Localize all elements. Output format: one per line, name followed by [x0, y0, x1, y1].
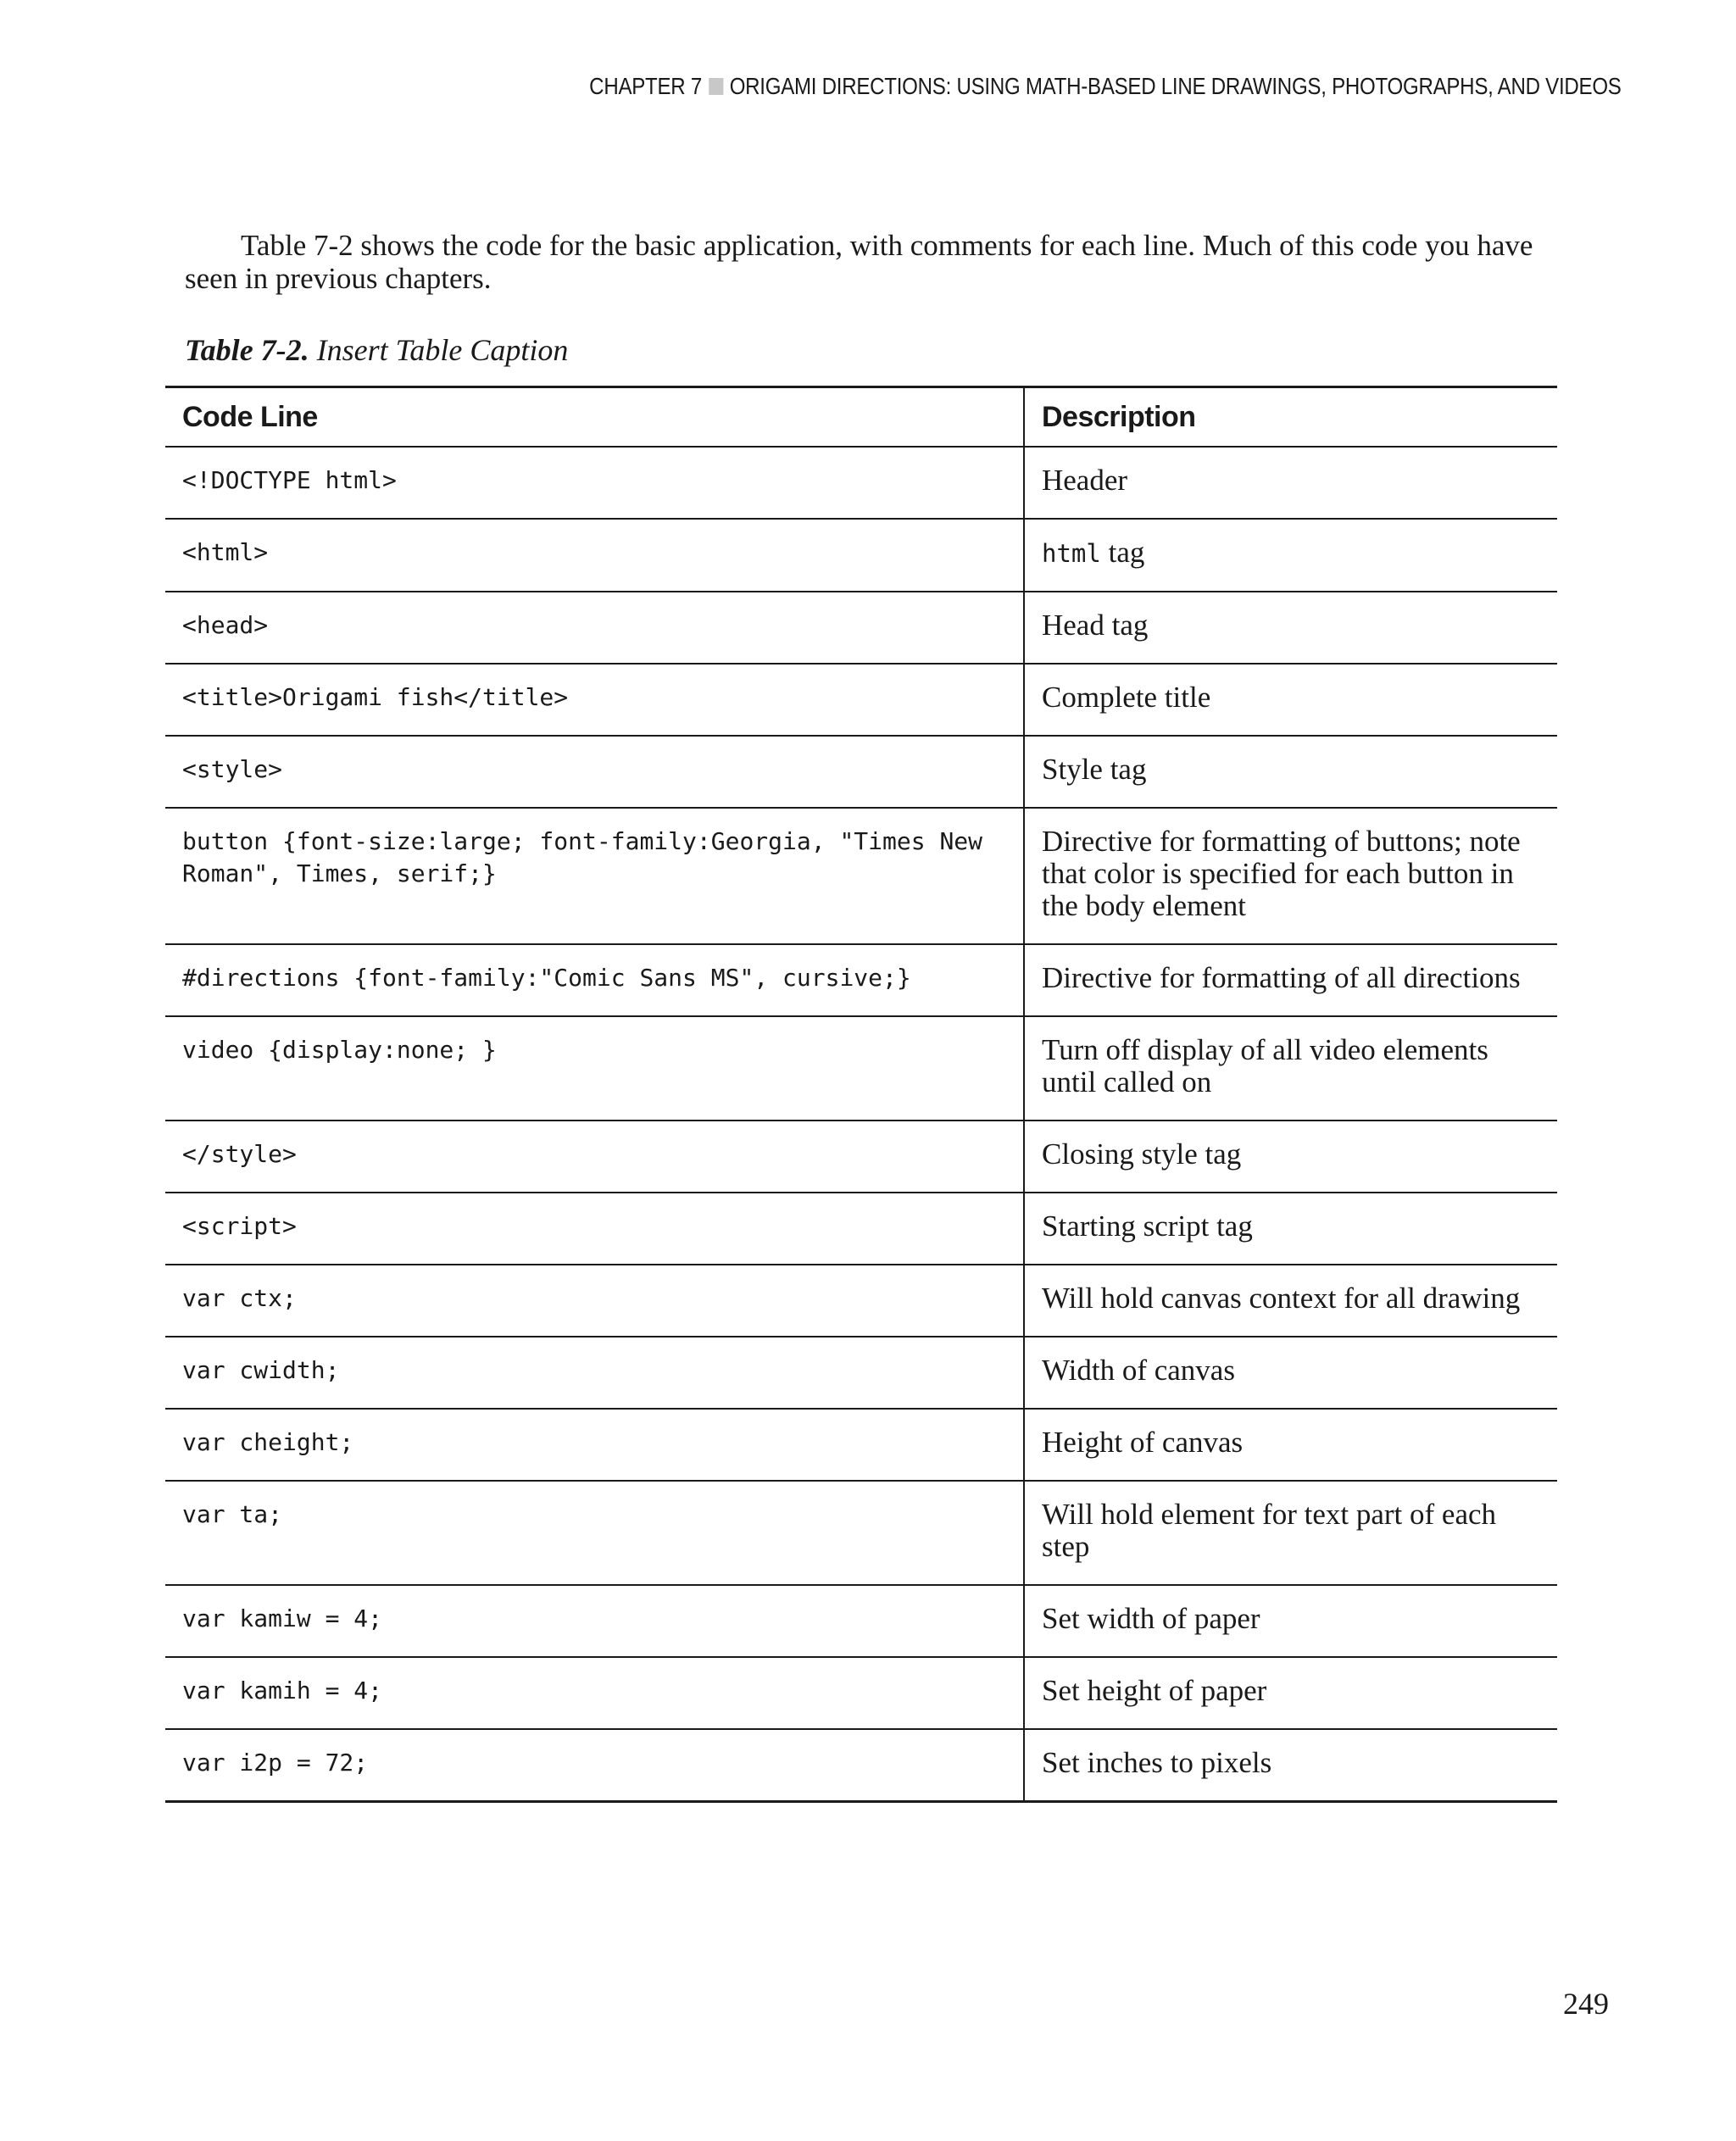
description-cell: Set height of paper — [1024, 1657, 1557, 1729]
table-row — [165, 1265, 1557, 1337]
description-cell: Will hold element for text part of each step — [1024, 1481, 1557, 1585]
description-text: tag — [1100, 536, 1145, 569]
description-cell: Head tag — [1024, 592, 1557, 664]
description-cell: Directive for formatting of buttons; note that color is specified for each button in the body element — [1024, 808, 1557, 944]
table-row — [165, 592, 1557, 664]
description-cell: Will hold canvas context for all drawing — [1024, 1265, 1557, 1337]
code-cell: <head> — [165, 592, 1024, 664]
table-row — [165, 944, 1557, 1016]
code-cell: <style> — [165, 736, 1024, 808]
description-cell: Set width of paper — [1024, 1585, 1557, 1657]
code-cell: var ta; — [165, 1481, 1024, 1585]
table-row — [165, 664, 1557, 736]
code-cell: video {display:none; } — [165, 1016, 1024, 1121]
description-cell: Width of canvas — [1024, 1337, 1557, 1409]
code-cell: button {font-size:large; font-family:Georgia, "Times New Roman", Times, serif;} — [165, 808, 1024, 944]
chapter-title: ORIGAMI DIRECTIONS: USING MATH-BASED LINE DRAWINGS, PHOTOGRAPHS, AND VIDEOS — [730, 73, 1622, 99]
table-row — [165, 1121, 1557, 1193]
code-cell: var kamiw = 4; — [165, 1585, 1024, 1657]
intro-paragraph: Table 7-2 shows the code for the basic application, with comments for each line. Much of this code you have seen in previous chapters. — [185, 229, 1533, 295]
description-cell: Starting script tag — [1024, 1193, 1557, 1265]
separator-square-icon — [709, 78, 724, 95]
description-cell: Header — [1024, 447, 1557, 519]
page-number: 249 — [1563, 1987, 1609, 2021]
column-header-code-line: Code Line — [165, 387, 1024, 448]
table-caption — [185, 332, 568, 368]
inline-code: html — [1042, 539, 1101, 568]
table-row — [165, 1193, 1557, 1265]
description-cell: Height of canvas — [1024, 1409, 1557, 1481]
description-cell — [1024, 519, 1557, 592]
code-cell: </style> — [165, 1121, 1024, 1193]
code-cell: <title>Origami fish</title> — [165, 664, 1024, 736]
table-row — [165, 1657, 1557, 1729]
table-row — [165, 1729, 1557, 1802]
table-row — [165, 1481, 1557, 1585]
table-row — [165, 1016, 1557, 1121]
table-caption-text: Insert Table Caption — [316, 333, 569, 367]
code-cell: var cwidth; — [165, 1337, 1024, 1409]
code-table — [165, 386, 1557, 1803]
code-cell: var i2p = 72; — [165, 1729, 1024, 1802]
table-caption-number: Table 7-2. — [185, 333, 309, 367]
table-row — [165, 1409, 1557, 1481]
description-cell: Turn off display of all video elements until called on — [1024, 1016, 1557, 1121]
code-cell: var ctx; — [165, 1265, 1024, 1337]
description-cell: Style tag — [1024, 736, 1557, 808]
code-cell: #directions {font-family:"Comic Sans MS", cursive;} — [165, 944, 1024, 1016]
code-cell: <html> — [165, 519, 1024, 592]
column-header-description: Description — [1024, 387, 1557, 448]
table-header-row — [165, 387, 1557, 448]
table-row — [165, 447, 1557, 519]
chapter-label: CHAPTER 7 — [589, 73, 703, 99]
code-cell: <script> — [165, 1193, 1024, 1265]
code-cell: var cheight; — [165, 1409, 1024, 1481]
description-cell: Complete title — [1024, 664, 1557, 736]
description-cell: Directive for formatting of all directions — [1024, 944, 1557, 1016]
table-row — [165, 519, 1557, 592]
running-header — [590, 73, 1622, 100]
code-cell: <!DOCTYPE html> — [165, 447, 1024, 519]
description-cell: Set inches to pixels — [1024, 1729, 1557, 1802]
description-cell: Closing style tag — [1024, 1121, 1557, 1193]
table-row — [165, 808, 1557, 944]
table-row — [165, 736, 1557, 808]
table-row — [165, 1585, 1557, 1657]
table-row — [165, 1337, 1557, 1409]
code-cell: var kamih = 4; — [165, 1657, 1024, 1729]
